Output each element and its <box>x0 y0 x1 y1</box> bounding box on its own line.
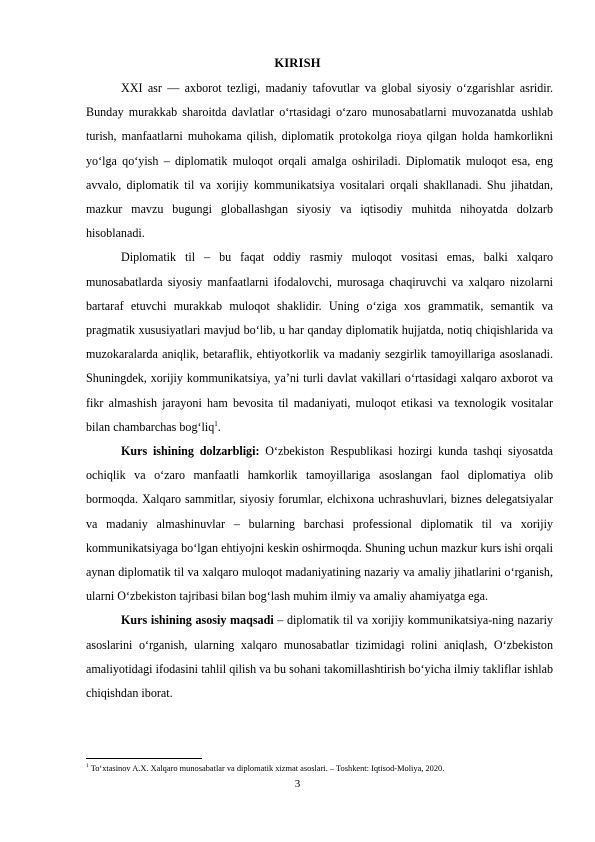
paragraph-text: – diplomatik til va xorijiy kommunikatsiya-ning nazariy asoslarini o‘rganish, ularning xalqaro munosabatlar tizimidagi rolini aniqlash, O‘zbekiston amaliyotidagi ifodasini tahlil qilish va bu sohani takomillashtirish bo‘yicha ilmiy takliflar ishlab chiqishdan iborat. <box>86 613 553 701</box>
paragraph-diplomatic-language <box>86 245 553 439</box>
goal-lead: Kurs ishining asosiy maqsadi <box>121 613 274 628</box>
footnote-divider <box>86 758 202 759</box>
paragraph-relevance <box>86 439 553 608</box>
body-text <box>86 76 553 705</box>
paragraph-text: Diplomatik til – bu faqat oddiy rasmiy muloqot vositasi emas, balki xalqaro munosabatlarda siyosiy manfaatlarni ifodalovchi, murosaga chaqiruvchi va xalqaro nizolarni bartaraf etuvchi murakkab muloqot shaklidir. Uning o‘ziga xos grammatik, semantik va pragmatik xususiyatlari mavjud bo‘lib, u har qanday diplomatik hujjatda, notiq chiqishlarida va muzokaralarda aniqlik, betaraflik, ehtiyotkorlik va madaniy sezgirlik tamoyillariga asoslanadi. Shuningdek, xorijiy kommunikatsiya, ya’ni turli davlat vakillari o‘rtasidagi xalqaro axborot va fikr almashish jarayoni ham bevosita til madaniyati, muloqot etikasi va texnologik vositalar bilan chambarchas bog‘liq <box>86 250 553 434</box>
paragraph-goal <box>86 608 553 705</box>
paragraph-end: . <box>217 419 221 434</box>
paragraph-intro: XXI asr — axborot tezligi, madaniy tafovutlar va global siyosiy o‘zgarishlar asridir. Bunday murakkab sharoitda davlatlar o‘rtasidagi o‘zaro munosabatlarni muvozanatda ushlab turish, manfaatlarni muhokama qilish, diplomatik protokolga rioya qilgan holda hamkorlikni yo‘lga qo‘yish – diplomatik muloqot orqali amalga oshiriladi. Diplomatik muloqot esa, eng avvalo, diplomatik til va xorijiy kommunikatsiya vositalari orqali shakllanadi. Shu jihatdan, mazkur mavzu bugungi globallashgan siyosiy va iqtisodiy muhitda nihoyatda dolzarb hisoblanadi. <box>86 81 553 241</box>
relevance-lead: Kurs ishining dolzarbligi: <box>121 444 260 459</box>
footnote <box>86 763 553 774</box>
page-title: KIRISH <box>274 56 321 70</box>
page-number: 3 <box>294 778 301 790</box>
footnote-text: To‘xtasinov A.X. Xalqaro munosabatlar va diplomatik xizmat asoslari. – Toshkent: Iqtisod-Moliya, 2020. <box>88 764 445 773</box>
footnote-mark: 1 <box>86 763 89 770</box>
paragraph-text: O‘zbekiston Respublikasi hozirgi kunda tashqi siyosatda ochiqlik va o‘zaro manfaatli hamkorlik tamoyillariga asoslangan faol diplomatiya olib bormoqda. Xalqaro sammitlar, siyosiy forumlar, elchixona uchrashuvlari, biznes delegatsiyalar va madaniy almashinuvlar – bularning barchasi professional diplomatik til va xorijiy kommunikatsiyaga bo‘lgan ehtiyojni keskin oshirmoqda. Shuning uchun mazkur kurs ishi orqali aynan diplomatik til va xalqaro muloqot madaniyatining nazariy va amaliy jihatlarini o‘rganish, ularni O‘zbekiston tajribasi bilan bog‘lash muhim ilmiy va amaliy ahamiyatga ega. <box>86 444 554 604</box>
footnote-reference[interactable]: 1 <box>214 419 218 428</box>
